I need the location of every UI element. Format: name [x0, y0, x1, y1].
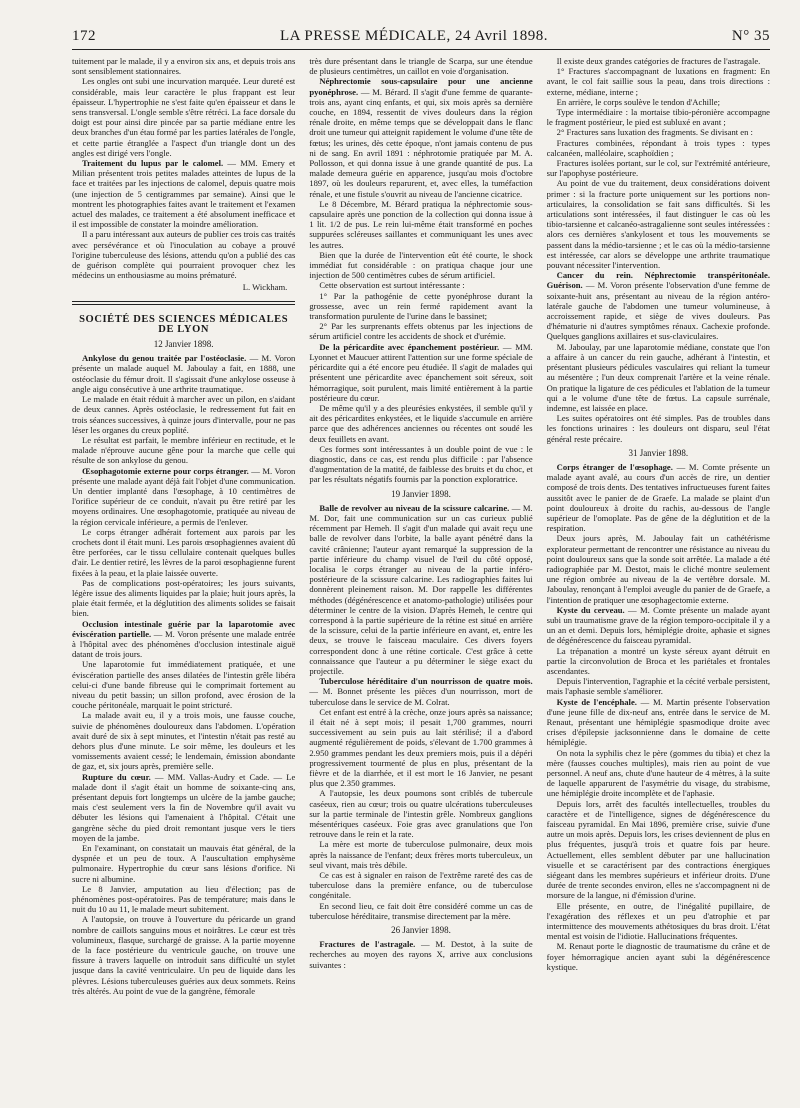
column-2	[309, 56, 532, 1108]
paragraph: Le malade en était réduit à marcher avec un pilon, en s'aidant de deux cannes. Après ostéoclasie, le redressement fut fait en trois séances successives, à quinze jours d'intervalle, pour ne pas léser les organes du creux poplité.	[72, 394, 296, 435]
paragraph: 1° Par la pathogénie de cette pyonéphrose durant la grossesse, avec un rein fermé rapidement avant la transformation purulente de l'urine dans le bassinet;	[309, 290, 533, 322]
section-heading: Balle de revolver au niveau de la scissure calcarine.	[319, 502, 510, 513]
paragraph: Pas de complications post-opératoires; les jours suivants, légère issue des aliments liquides par la plaie; huit jours après, la plaie était fermée, et la déglutition des aliments solides se faisait bien.	[72, 577, 296, 619]
paragraph: 2° Par les surprenants effets obtenus par les injections de sérum artificiel contre les accidents de shock et d'urémie.	[309, 321, 533, 342]
paragraph: Elle présente, en outre, de l'inégalité pupillaire, de l'exagération des réflexes et un peu d'atrophie et par intermittence des mouvements athétosiques du bras droit. L'état mental est voisin de l'idiotie. Hallucinations fréquentes.	[546, 900, 770, 942]
paragraph-text: — M. M. Dor, fait une communication sur un cas curieux publié récemment par Hemeh. Il s'agit d'un malade qui avait reçu une balle de revolver dans l'orbite, la balle ayant pénétré dans la cavité crânienne; l'auteur ayant remarqué la suppression de la partie inférieure du champ visuel de l'œil du côté opposé, localisa le corps étranger au niveau de la partie inféro-postérieure de la scissure calcarine. Les radiographies faites lui donnèrent pleinement raison. M. Dor rappelle les différentes méthodes (dégénérescence et anatomo-pathologie) utilisées pour déterminer le centre de la vision. D'après Hemeh, le centre qui correspond à la partie supérieure de la rétine est situé en arrière de la scissure, celui de la partie inférieure en avant, et, entre les deux, se trouve le faisceau maculaire. Ces divers foyers correspondent donc à une rétine corticale. C'est grâce à cette connaissance que l'auteur a pu déterminer le siège exact du projectile.	[309, 502, 533, 676]
paragraph: Bien que la durée de l'intervention eût été courte, le shock immédiat fut considérable : on pratiqua chaque jour une injection de 500 centimètres cubes de sérum artificiel.	[309, 249, 533, 281]
section-heading: Corps étranger de l'œsophage.	[556, 461, 673, 472]
paragraph: Il existe deux grandes catégories de fractures de l'astragale.	[556, 56, 761, 66]
paragraph: Depuis l'intervention, l'agraphie et la cécité verbale persistent, mais l'aphasie semble s'améliorer.	[546, 676, 770, 697]
paragraph-text: — M. Martin présente l'observation d'une jeune fille de dix-neuf ans, entrée dans le service de M. Renaut, présentant une hémiplégie spasmodique droite avec crises d'épilepsie jacksonnienne dans le domaine de cette hémiplégie.	[546, 696, 770, 748]
paragraph: A l'autopsie, on trouve à l'ouverture du péricarde un grand nombre de caillots sanguins mous et noirâtres. Le cœur est très volumineux, flasque, surchargé de graisse. A la partie moyenne de la face postérieure du ventricule gauche, on trouve une fissure à travers laquelle on introduit sans difficulté un stylet jusque dans la cavité ventriculaire. Un peu de liquide dans les plèvres. Lésions tuberculeuses guéries aux deux sommets. Reins très altérés. Au point de vue de la gangrène, fémorale	[72, 914, 296, 996]
column-1	[72, 56, 295, 1108]
paragraph	[309, 503, 532, 676]
paragraph	[72, 772, 295, 843]
paragraph	[547, 605, 770, 646]
paragraph: Les suites opératoires ont été simples. Pas de troubles dans les fonctions urinaires : les douleurs ont disparu, seul l'état général reste précaire.	[546, 413, 770, 444]
paragraph: En arrière, le corps soulève le tendon d'Achille;	[556, 96, 720, 107]
paragraph	[72, 353, 295, 394]
paragraph: Les ongles ont subi une incurvation marquée. Leur dureté est considérable, mais leur caractère le plus frappant est leur épaisseur. L'hypertrophie ne s'est faite qu'en épaisseur et dans le sens transversal. L'ongle semble s'être rétréci. La face dorsale du doigt est pour ainsi dire pincée par sa partie médiane entre les deux branches d'un étau formé par les parties latérales de l'ongle, et cette partie étranglée a l'aspect d'un triangle dont un des angles est dirigé vers l'ongle.	[72, 76, 296, 158]
section-heading: Cancer du rein. Néphrectomie transpéritonéale. Guérison.	[546, 270, 770, 291]
section-heading: Fractures de l'astragale.	[319, 939, 416, 950]
paragraph: De même qu'il y a des pleurésies enkystées, il semble qu'il y ait des péricardites enkystées, et le liquide s'accumule en arrière parce que des adhérences anciennes ou récentes ont soudé les deux feuillets en avant.	[309, 402, 533, 444]
paragraph: Le corps étranger adhérait fortement aux parois par les crochets dont il était muni. Les parois œsophagiennes avaient dû être perforées, car le tissu cellulaire contenait quelques bulles d'air. Le dentier retiré, les lèvres de la paroi œsophagienne furent fixées à la peau, et la plaie laissée ouverte.	[72, 526, 296, 578]
paragraph-text: — M. Comte présente un malade ayant subi un traumatisme grave de la région temporo-occipitale il y a un an et demi. Depuis lors, hémiplégie droite, aphasie et signes de dégénérescence du faisceau pyramidal.	[546, 604, 770, 646]
paragraph: Fractures combinées, répondant à trois types : types calcanéen, malléolaire, scaphoïdien ;	[546, 137, 770, 158]
paragraph: Une laparotomie fut immédiatement pratiquée, et une éviscération partielle des anses dilatées de l'intestin grêle libéra celui-ci d'une bande fibreuse qui le comprimait fortement au niveau du petit bassin; un sillon profond, avec érosion de la couche péritonéale, marquait le point stricturé.	[72, 659, 296, 711]
paragraph: Depuis lors, arrêt des facultés intellectuelles, troubles du caractère et de l'intelligence, signes de dégénérescence du faisceau pyramidal. En Mai 1896, première crise, suivie d'une autre un mois après. Depuis lors, les crises deviennent de plus en plus fréquentes, jusqu'à trois et quatre fois par heure. Actuellement, elles semblent débuter par une hallucination visuelle et se caractérisent par des contractions énergiques siégeant dans les membres supérieurs et inférieur droits. D'une durée de trente secondes environ, elles ne s'accompagnent ni de morsure de la langue, ni d'émission d'urine.	[546, 798, 770, 901]
paragraph-text: — M. Voron présente une malade entrée à l'hôpital avec des phénomènes d'occlusion intestinale aiguë datant de trois jours.	[72, 628, 296, 660]
paragraph	[309, 676, 532, 707]
paragraph: Le 8 Janvier, amputation au lieu d'élection; pas de phénomènes post-opératoires. Pas de température; mais dans le nuit du 10 au 11, le malade meurt subitement.	[72, 883, 296, 915]
paragraph	[72, 619, 295, 660]
paragraph-text: — M. Voron présente l'observation d'une femme de soixante-huit ans, présentant au niveau de la région antéro-latérale gauche de l'abdomen une tumeur volumineuse, à accroissement rapide, et siège de vives douleurs. Pas d'hématurie ni d'autres symptômes rénaux. Cachexie profonde. Quelques ganglions axillaires et sus-claviculaires.	[546, 280, 770, 342]
paragraph: Type intermédiaire : la mortaise tibio-péronière accompagne le fragment postérieur, le pied est subluxé en avant ;	[546, 107, 770, 128]
section-heading: Tuberculose héréditaire d'un nourrisson de quatre mois.	[319, 676, 533, 687]
paragraph	[72, 158, 295, 229]
paragraph: Cet enfant est entré à la crèche, onze jours après sa naissance; il était né à sept mois; il pesait 1,700 grammes, nourri successivement au sein puis au lait stérilisé; il a d'abord augmenté régulièrement de poids, s'élevant de 1.700 grammes à 2.950 grammes pendant les deux premiers mois, puis il a dépéri progressivement tourmenté de plus en plus, présentant de la fièvre et de la diarrhée, et il est mort le 16 Janvier, ne pesant plus que 2.350 grammes.	[309, 706, 533, 789]
paragraph: 2° Fractures sans luxation des fragments. Se divisant en :	[556, 127, 753, 138]
paragraph: très dure présentant dans le triangle de Scarpa, sur une étendue de plusieurs centimètres, un caillot en voie d'organisation.	[309, 56, 533, 77]
section-heading: Occlusion intestinale guérie par la laparotomie avec éviscération partielle.	[72, 618, 296, 639]
author-signature: L. Wickham.	[242, 282, 288, 293]
paragraph-text: — M. Voron présente un malade auquel M. Jaboulay a fait, en 1888, une ostéoclasie du fémur droit. Il s'agissait d'une ankylose osseuse à angle aigu consécutive à une arthrite traumatique.	[72, 353, 296, 394]
section-heading: Traitement du lupus par le calomel.	[82, 158, 224, 169]
paragraph	[547, 270, 770, 341]
paragraph: Cette observation est surtout intéressante :	[319, 280, 465, 291]
publication-title: LA PRESSE MÉDICALE, 24 Avril 1898.	[279, 28, 548, 44]
paragraph-text: — M. Bérard. Il s'agit d'une femme de quarante-trois ans, ayant cinq enfants, et qui, six mois après sa dernière couche, en 1894, ressentit de vives douleurs dans la région rénale droite, en même temps que se développait dans le flanc droit une tumeur qui atteignit rapidement le volume d'une tête de fœtus; les urines, dès cette époque, n'ont jamais contenu de pus ni de sang. En avril 1891 : néphrotomie pratiquée par M. A. Pollosson, et qui donna issue à une grande quantité de pus. La malade demeura guérie en apparence, jusqu'au mois d'octobre 1897, où les douleurs reparurent, et, avec elles, la tuméfaction rénale, et une fistule s'ouvrit au niveau de l'ancienne cicatrice.	[309, 86, 533, 199]
paragraph: La malade avait eu, il y a trois mois, une fausse couche, suivie de phénomènes douloureux dans l'abdomen. L'opération avait duré de six à sept minutes, et l'intestin n'était pas resté au dehors plus d'une minute. Le soir même, les douleurs et les vomissements avaient cessé; le lendemain, émission abondante de gaz, et, six jours après, première selle.	[72, 710, 296, 772]
session-date: 26 Janvier 1898.	[391, 925, 451, 936]
column-3	[547, 56, 770, 1108]
paragraph: Fractures isolées portant, sur le col, sur l'extrémité antérieure, sur l'apophyse postérieure.	[546, 158, 770, 179]
paragraph-text: — MM. Lyonnet et Maucuer attirent l'attention sur une forme spéciale de péricardite qui a été encore peu étudiée. Il s'agit de malades qui présentent une péricardite avec épanchement soit séreux, soit hémorragique, soit purulent, mais limité entièrement à la partie postérieure du cœur.	[309, 341, 533, 403]
paragraph: Le résultat est parfait, le membre inférieur en rectitude, et le malade n'éprouve aucune gêne pour la marche que celle qui résulte de son ankylose du genou.	[72, 434, 296, 466]
society-title: SOCIÉTÉ DES SCIENCES MÉDICALES DE LYON	[79, 313, 289, 335]
paragraph: Il a paru intéressant aux auteurs de publier ces trois cas traités avec persévérance et où l'inoculation au cobaye a prouvé l'origine tuberculeuse des lésions, attendu qu'on a publié des cas de guérison complète qui pourraient provoquer chez les médecins un enthousiasme au moins prématuré.	[72, 229, 296, 281]
paragraph-text: — M. Voron présente une malade ayant déjà fait l'objet d'une communication. Un dentier implanté dans l'œsophage, à 10 centimètres de l'orifice supérieur de ce conduit, n'avait pu être retiré par les moyens ordinaires. Une œsophagotomie, pratiquée au niveau de la région cervicale inférieure, a permis de l'enlever.	[72, 465, 296, 527]
paragraph	[309, 76, 532, 198]
section-heading: Œsophagotomie externe pour corps étranger.	[82, 465, 249, 476]
session-date: 31 Janvier 1898.	[628, 447, 689, 458]
issue-number: N° 35	[731, 28, 770, 44]
paragraph: La trépanation a montré un kyste séreux ayant détruit en partie la circonvolution de Broca et les pariétales et frontales ascendantes.	[546, 645, 770, 676]
session-date: 19 Janvier 1898.	[391, 488, 451, 499]
section-heading: Rupture du cœur.	[82, 771, 151, 782]
paragraph: Ces formes sont intéressantes à un double point de vue : le diagnostic, dans ce cas, est rendu plus difficile : par l'absence d'augmentation de la matité, de faiblesse des bruits et du choc, et par les résultats négatifs fournis par la ponction exploratrice.	[309, 443, 533, 485]
paragraph	[547, 697, 770, 748]
paragraph: Ce cas est à signaler en raison de l'extrême rareté des cas de tuberculose dans la première enfance, ou de tuberculose congénitale.	[309, 870, 533, 901]
paragraph: 1° Fractures s'accompagnant de luxations en fragment: En avant, le col fait saillie sous la peau, dans trois directions : externe, médiane, interne ;	[546, 66, 770, 97]
divider	[72, 301, 295, 302]
session-date: 12 Janvier 1898.	[153, 339, 214, 350]
paragraph-text: — MM. Emery et Milian présentent trois petites malades atteintes de lupus de la face et traitées par les injections de calomel, depuis quatre mois (une injection de 5 centigrammes par semaine). Ainsi que le montrent les photographies faites avant le traitement et l'examen actuel des malades, ce traitement a été absolument inefficace et il est impossible de constater la moindre amélioration.	[72, 158, 296, 230]
paragraph: En l'examinant, on constatait un mauvais état général, de la dyspnée et un peu de toux. A l'auscultation emphysème pulmonaire. Hypertrophie du cœur sans lésions d'orifice. Ni sucre ni albumine.	[72, 843, 296, 884]
paragraph	[547, 462, 770, 533]
paragraph: En second lieu, ce fait doit être considéré comme un cas de tuberculose héréditaire, transmise directement par la mère.	[309, 900, 533, 921]
paragraph: A l'autopsie, les deux poumons sont criblés de tubercule caséeux, rien au cœur; trois ou quatre ulcérations tuberculeuses sur la partie terminale de l'intestin grêle. Nombreux ganglions mésentériques caséeux. Foie gras avec granulations que l'on retrouve dans le rein et la rate.	[309, 788, 533, 840]
page-header	[72, 28, 770, 50]
section-heading: Kyste du cerveau.	[556, 604, 625, 615]
paragraph: Le 8 Décembre, M. Bérard pratiqua la néphrectomie sous-capsulaire après une ponction de la collection qui donna issue à 1 lit. 1/2 de pus. Le rein lui-même était transformé en poches suppurées scléreuses saillantes et communiquant les unes avec les autres.	[309, 198, 533, 250]
paragraph-text: — M. Bonnet présente les pièces d'un nourrisson, mort de tuberculose dans le service de M. Colrat.	[309, 686, 533, 707]
paragraph: Au point de vue du traitement, deux considérations doivent primer : si la fracture porte uniquement sur les portions non-articulaires, la consolidation se fait sans difficultés. Si les articulations sont intéressées, il faut distinguer le cas où les tibio-tarsienne et calcanéo-astragalienne sont seules intéressées : alors ces dernières s'ankylosent et tous les mouvements se passent dans la médio-tarsienne ; et le cas où la médio-tarsienne est intéressée, car alors se développe une arthrite traumatique pouvant nécessiter l'intervention.	[546, 178, 770, 271]
paragraph	[309, 939, 532, 970]
paragraph: La mère est morte de tuberculose pulmonaire, deux mois après la naissance de l'enfant; deux frères morts tuberculeux, un seul vivant, mais très débile.	[309, 839, 533, 870]
section-heading: De la péricardite avec épanchement postérieur.	[319, 341, 500, 352]
paragraph	[72, 466, 295, 527]
page-number: 172	[72, 28, 96, 44]
section-heading: Kyste de l'encéphale.	[556, 696, 637, 707]
paragraph: M. Jaboulay, par une laparotomie médiane, constate que l'on a affaire à un cancer du rein gauche, adhérant à l'intestin, et présentant plusieurs pédicules vasculaires qui reliant la tumeur au mésentère ; l'un deux comprenait l'artère et la veine rénale. On pratique la ligature de ces pédicules et l'ablation de la tumeur qui a le volume d'une tête de fœtus. La capsule surrénale, indemne, est laissée en place.	[546, 341, 770, 413]
article-columns	[72, 50, 770, 1108]
paragraph	[309, 342, 532, 403]
paragraph-text: — M. Destot, à la suite de recherches au moyen des rayons X, arrive aux conclusions suivantes :	[309, 939, 533, 970]
divider	[72, 304, 295, 305]
paragraph: M. Renaut porte le diagnostic de traumatisme du crâne et de foyer hémorragique ancien ayant subi la dégénérescence kystique.	[546, 941, 770, 972]
paragraph: On nota la syphilis chez le père (gommes du tibia) et chez la mère (fausses couches multiples), mais rien au point de vue personnel. A neuf ans, chute d'une hauteur de 4 mètres, à la suite de laquelle apparurent de l'asymétrie du visage, du strabisme, une hémiplégie droite incomplète et de l'aphasie.	[546, 747, 770, 799]
paragraph: tuitement par le malade, il y a environ six ans, et depuis trois ans sont sensiblement stationnaires.	[72, 56, 296, 77]
paragraph-text: — MM. Vallas-Audry et Cade. — Le malade dont il s'agit était un homme de soixante-cinq ans, présentant depuis fort longtemps un ulcère de la jambe gauche; mais c'est seulement vers la fin de Novembre qu'il avait vu débuter les lésions qui l'amenaient à l'hôpital. C'était une gangrène sèche du pied droit remontant jusque vers le tiers moyen de la jambe.	[72, 771, 296, 843]
paragraph: Deux jours après, M. Jaboulay fait un cathétérisme explorateur permettant de rencontrer une résistance au niveau du point douloureux sans que la sonde soit arrêtée. La malade a été radiographiée par M. Destot, mais le cliché montre seulement une région ombrée au niveau de la 4e vertèbre dorsale. M. Jaboulay, renonçant à l'emploi aveugle du panier de de Graefe, a l'intention de pratiquer une œsophagectomie externe.	[546, 533, 770, 605]
section-heading: Néphrectomie sous-capsulaire pour une ancienne pyonéphrose.	[309, 76, 533, 97]
section-heading: Ankylose du genou traitée par l'ostéoclasie.	[82, 353, 247, 364]
paragraph-text: — M. Comte présente un malade ayant avalé, au cours d'un accès de rire, un dentier composé de trois dents. Des tentatives infructueuses furent faites aussitôt avec le panier de de Graefe. La malade se plaint d'un point douloureux à droite du rachis, au-dessous de l'angle supérieur de l'omoplate. Pas de gêne de la déglutition et de la respiration.	[546, 461, 770, 534]
